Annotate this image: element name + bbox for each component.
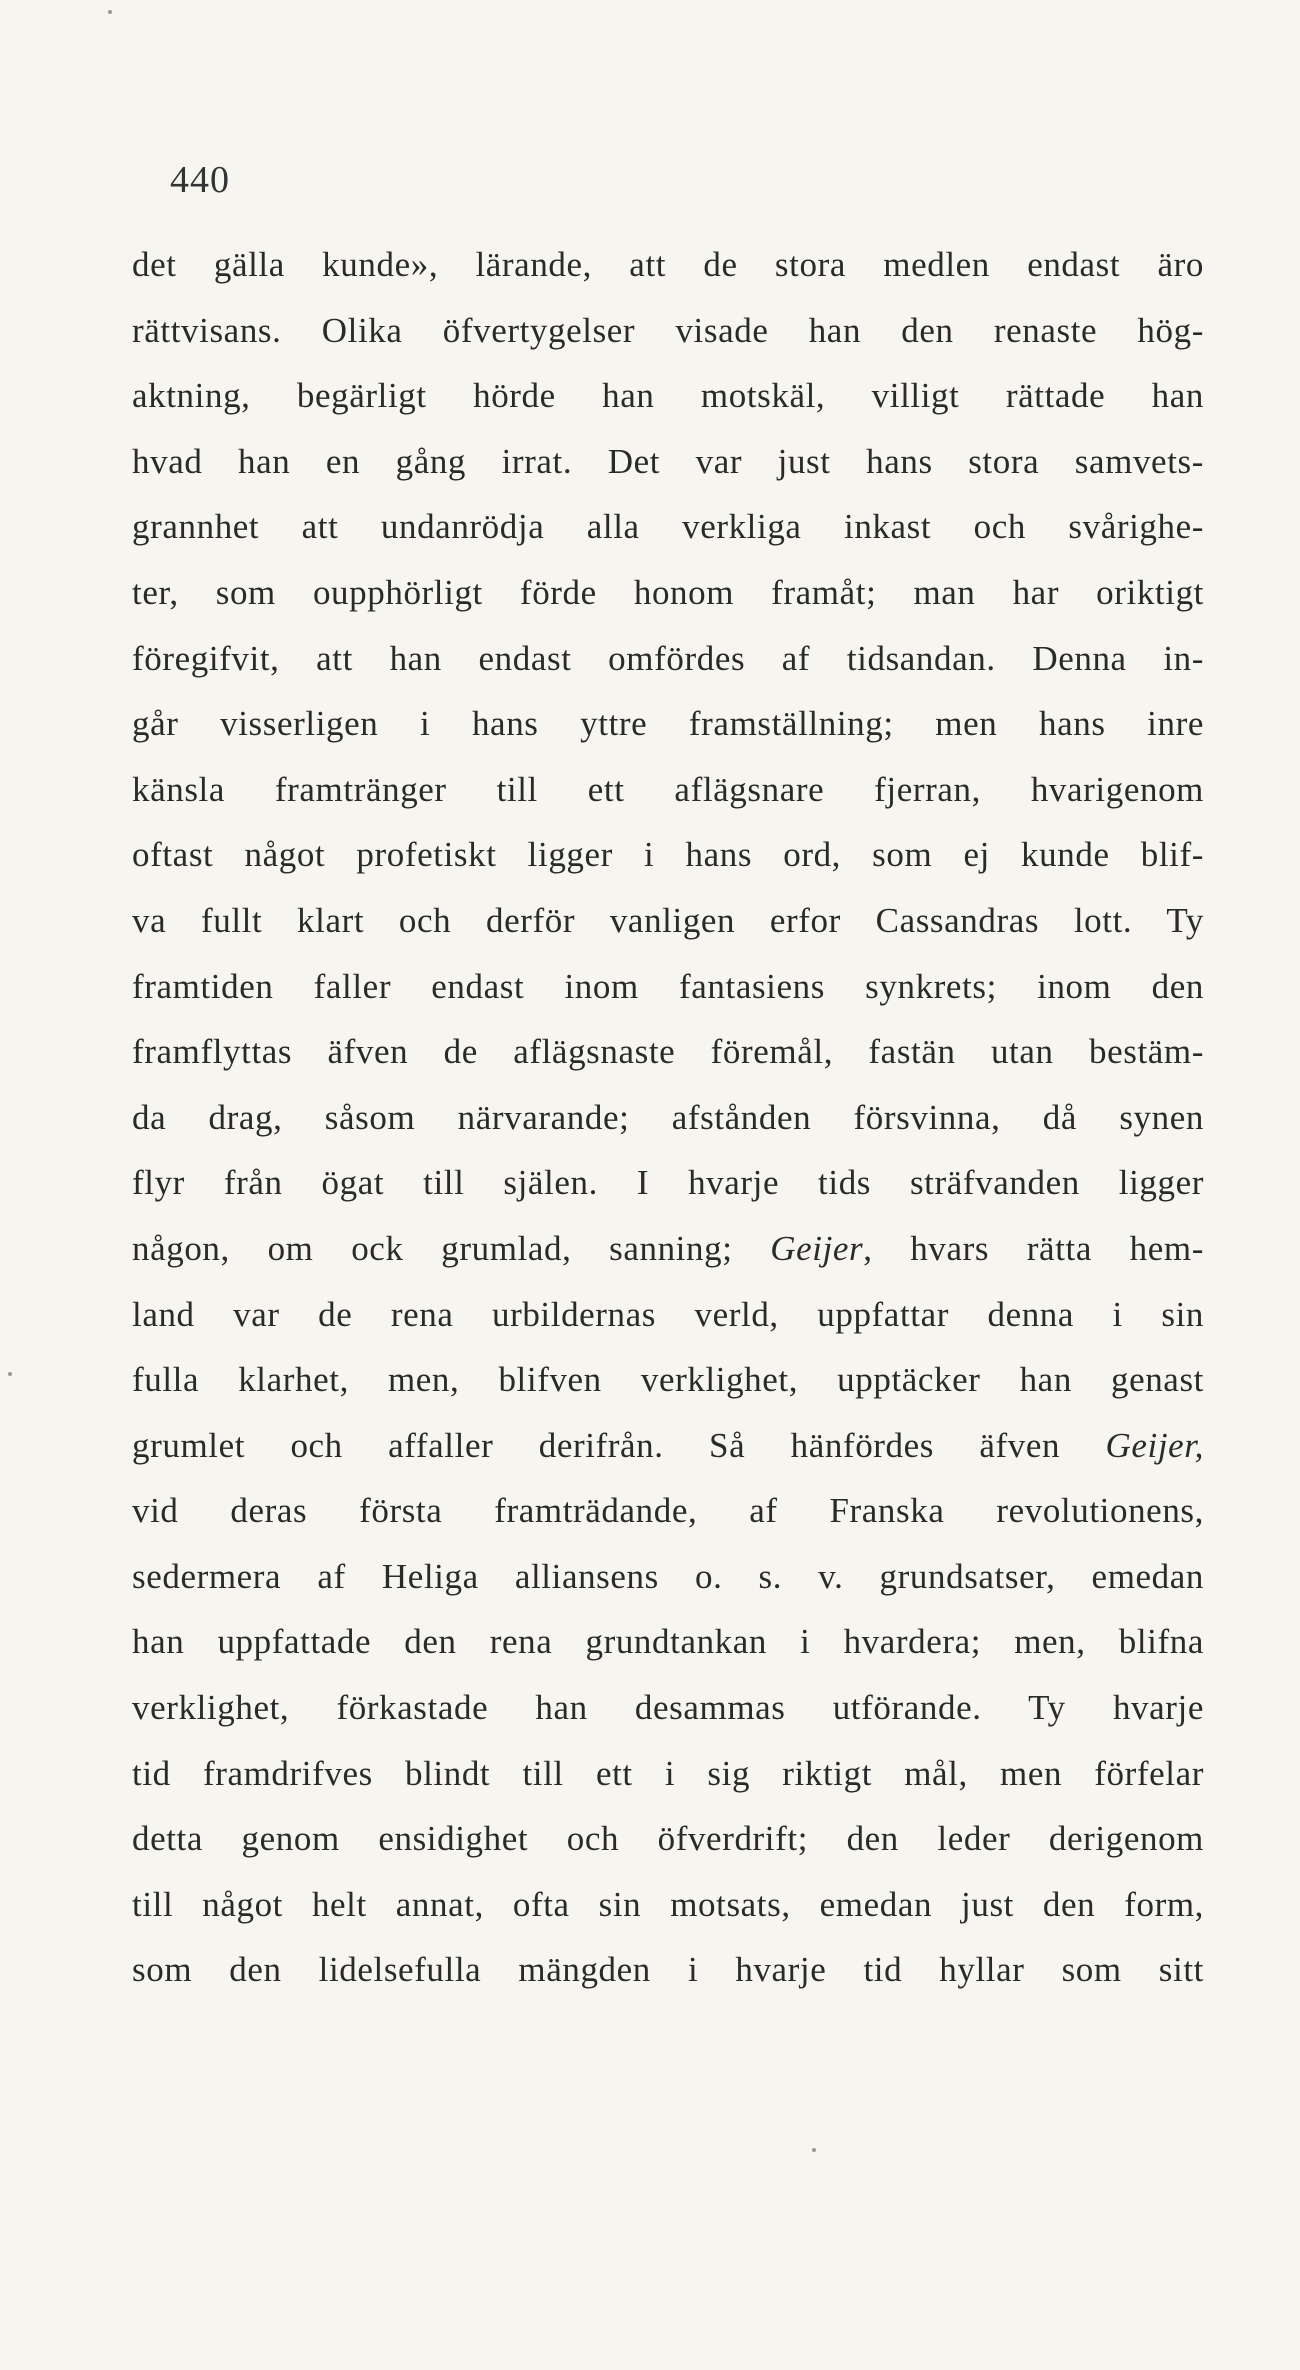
text-line-23: verklighet, förkastade han desammas utförande. Ty hvarje: [132, 1688, 1204, 1728]
text-line-19-part-a: grumlet och affaller derifrån. Så hänfördes äfven: [132, 1425, 1061, 1465]
page-number: 440: [170, 159, 230, 201]
text-line-20: vid deras första framträdande, af Franska revolutionens,: [132, 1491, 1204, 1531]
paper-speck: [108, 10, 112, 14]
text-line-17: land var de rena urbildernas verld, uppfattar denna i sin: [132, 1294, 1204, 1334]
text-line-11: va fullt klart och derför vanligen erfor Cassandras lott. Ty: [132, 900, 1204, 940]
text-line-15: flyr från ögat till själen. I hvarje tids sträfvanden ligger: [132, 1163, 1204, 1203]
text-line-16: [132, 1216, 1204, 1282]
text-line-7: föregifvit, att han endast omfördes af tidsandan. Denna in-: [132, 638, 1204, 678]
text-line-16-part-b: , hvars rätta hem-: [863, 1228, 1204, 1268]
body-text: [132, 232, 1204, 2003]
text-line-12: framtiden faller endast inom fantasiens synkrets; inom den: [132, 966, 1204, 1006]
text-line-10: oftast något profetiskt ligger i hans ord, som ej kunde blif-: [132, 835, 1204, 875]
text-line-5: grannhet att undanrödja alla verkliga inkast och svårighe-: [132, 507, 1204, 547]
text-line-22: han uppfattade den rena grundtankan i hvardera; men, blifna: [132, 1622, 1204, 1662]
text-line-3: aktning, begärligt hörde han motskäl, villigt rättade han: [132, 376, 1204, 416]
text-line-16-part-a: någon, om ock grumlad, sanning;: [132, 1228, 733, 1268]
text-line-25: detta genom ensidighet och öfverdrift; den leder derigenom: [132, 1819, 1204, 1859]
text-line-27: som den lidelsefulla mängden i hvarje tid hyllar som sitt: [132, 1950, 1204, 1990]
text-line-1: det gälla kunde», lärande, att de stora medlen endast äro: [132, 245, 1204, 284]
text-line-8: går visserligen i hans yttre framställning; men hans inre: [132, 704, 1204, 744]
text-line-14: da drag, såsom närvarande; afstånden försvinna, då synen: [132, 1097, 1204, 1137]
text-line-2: rättvisans. Olika öfvertygelser visade han den renaste hög-: [132, 310, 1204, 350]
text-line-19: [132, 1413, 1204, 1479]
italic-name-geijer-1: Geijer: [770, 1228, 864, 1268]
italic-name-geijer-2: Geijer,: [1105, 1425, 1204, 1465]
text-line-21: sedermera af Heliga alliansens o. s. v. grundsatser, emedan: [132, 1556, 1204, 1596]
paper-speck: [8, 1372, 12, 1376]
text-line-18: fulla klarhet, men, blifven verklighet, upptäcker han genast: [132, 1360, 1204, 1400]
text-line-4: hvad han en gång irrat. Det var just hans stora samvets-: [132, 441, 1204, 481]
text-line-9: känsla framtränger till ett aflägsnare fjerran, hvarigenom: [132, 769, 1204, 809]
paper-speck: [812, 2148, 816, 2152]
text-line-6: ter, som oupphörligt förde honom framåt; man har oriktigt: [132, 572, 1204, 612]
text-line-26: till något helt annat, ofta sin motsats, emedan just den form,: [132, 1884, 1204, 1924]
text-line-24: tid framdrifves blindt till ett i sig riktigt mål, men förfelar: [132, 1753, 1204, 1793]
text-line-13: framflyttas äfven de aflägsnaste föremål, fastän utan bestäm-: [132, 1032, 1204, 1072]
